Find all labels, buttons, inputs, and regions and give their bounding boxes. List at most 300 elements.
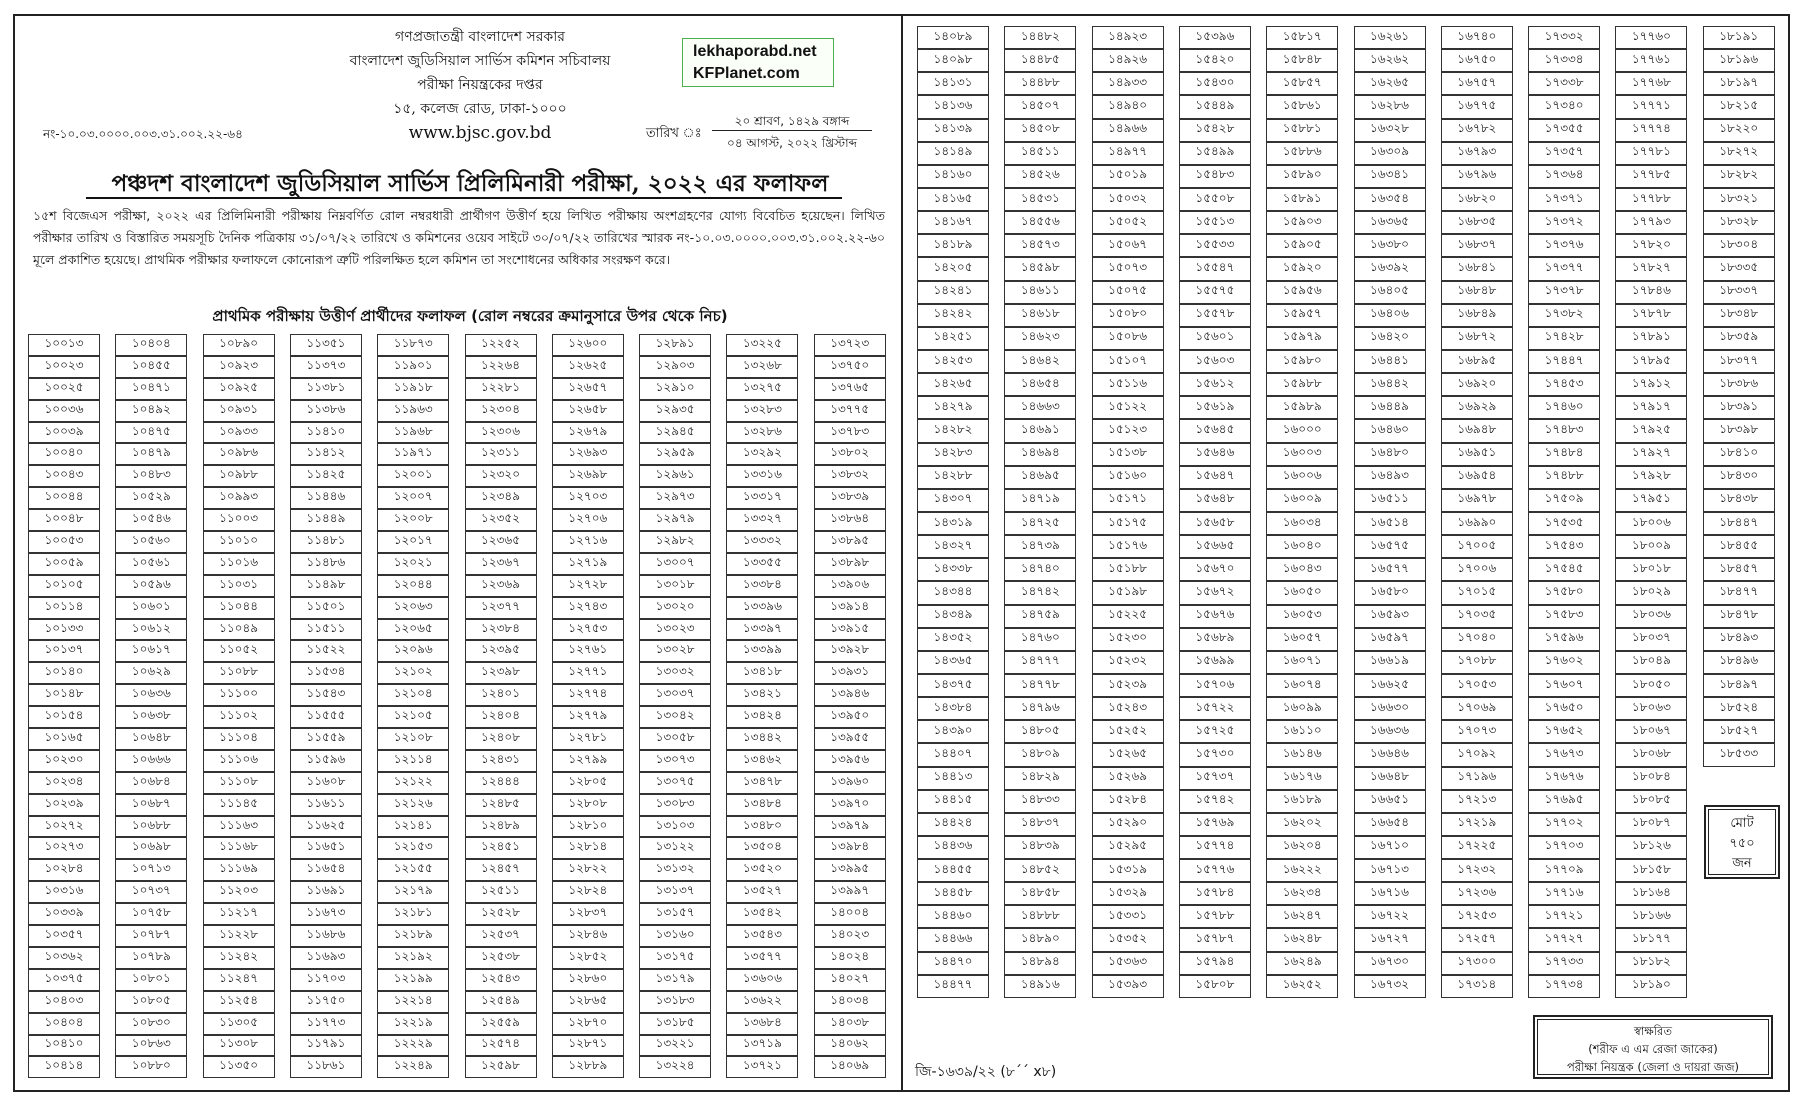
roll-number-cell: ১২৭৭৪: [552, 684, 624, 706]
roll-number-cell: ১৩৮৯৮: [814, 553, 886, 575]
roll-number-cell: ১৭৩৩২: [1528, 26, 1600, 49]
roll-number-cell: ১৬৪৬০: [1354, 419, 1426, 442]
roll-number-cell: ১৭৭৩৪: [1528, 975, 1600, 998]
roll-number-cell: ১৭০৮৮: [1441, 651, 1513, 674]
roll-number-cell: ১৬১৪৬: [1266, 743, 1338, 766]
roll-number-cell: ১৩০৩২: [639, 662, 711, 684]
roll-number-cell: ১২৩৯৮: [465, 662, 537, 684]
roll-number-cell: ১৮৩৮৬: [1703, 373, 1775, 396]
roll-number-cell: ১৭০৩৫: [1441, 605, 1513, 628]
roll-number-cell: ১৬৮২০: [1441, 188, 1513, 211]
roll-number-cell: ১৮৫২৭: [1703, 720, 1775, 743]
roll-number-cell: ১২০৬৫: [377, 619, 449, 641]
roll-number-cell: ১৮৩২১: [1703, 188, 1775, 211]
roll-number-cell: ১২১৯২: [377, 947, 449, 969]
roll-number-cell: ১২৫৭৪: [465, 1035, 537, 1057]
total-inner: [1708, 809, 1776, 875]
roll-number-cell: ১৫৪৪৯: [1179, 95, 1251, 118]
roll-number-cell: ১১২০৩: [203, 881, 275, 903]
roll-number-cell: ১৭৭৮৫: [1615, 165, 1687, 188]
roll-number-cell: ১৫৬৪৬: [1179, 443, 1251, 466]
roll-number-cell: ১৭৫৪৫: [1528, 558, 1600, 581]
roll-number-cell: ১৪৫০৭: [1004, 95, 1076, 118]
roll-number-cell: ১৪৪৭০: [917, 952, 989, 975]
roll-number-cell: ১২৮৯১: [639, 334, 711, 356]
roll-column: [290, 334, 362, 1078]
roll-number-cell: ১৮৪৩৮: [1703, 489, 1775, 512]
roll-number-cell: ১২৪৪৪: [465, 772, 537, 794]
roll-number-cell: ১৫৮৫৭: [1266, 72, 1338, 95]
roll-number-cell: ১৬৪৪৯: [1354, 396, 1426, 419]
roll-number-cell: ১৬০৭১: [1266, 651, 1338, 674]
roll-number-cell: ১৫০৭৩: [1092, 257, 1164, 280]
roll-number-cell: ১২২৬৪: [465, 356, 537, 378]
roll-number-cell: ১৬৭২৭: [1354, 928, 1426, 951]
roll-number-cell: ১২৪০১: [465, 684, 537, 706]
roll-number-cell: ১৩৭১৯: [726, 1035, 798, 1057]
roll-number-cell: ১৫৬০১: [1179, 327, 1251, 350]
roll-number-cell: ১৭২১৯: [1441, 813, 1513, 836]
roll-number-cell: ১৫৪৩০: [1179, 72, 1251, 95]
form-code: জি-১৬৩৯/২২ (৮´´ x৮): [915, 1064, 1057, 1080]
roll-number-cell: ১২৩৮৪: [465, 619, 537, 641]
roll-number-cell: ১৪২৬৫: [917, 373, 989, 396]
roll-number-cell: ১০৩৫৭: [28, 925, 100, 947]
roll-number-cell: ১০৯৮৬: [203, 443, 275, 465]
roll-number-cell: ১৫৩২৯: [1092, 882, 1164, 905]
roll-number-cell: ১৫৩৩১: [1092, 905, 1164, 928]
website-link[interactable]: www.bjsc.gov.bd: [408, 123, 552, 143]
roll-number-cell: ১২৮৫২: [552, 947, 624, 969]
roll-number-cell: ১৩৮৬৪: [814, 509, 886, 531]
roll-number-cell: ১০২৭২: [28, 816, 100, 838]
roll-number-cell: ১৪৮৮৮: [1004, 905, 1076, 928]
roll-number-cell: ১৪৫৩১: [1004, 188, 1076, 211]
roll-number-cell: ১৩৯৪৬: [814, 684, 886, 706]
roll-number-cell: ১০০৪৩: [28, 465, 100, 487]
roll-number-cell: ১৩৬০৬: [726, 969, 798, 991]
roll-number-cell: ১১০৫২: [203, 640, 275, 662]
roll-number-cell: ১৫২৩২: [1092, 651, 1164, 674]
roll-number-cell: ১১৫৩৪: [290, 662, 362, 684]
roll-number-cell: ১০৬০১: [115, 597, 187, 619]
roll-number-cell: ১৬৭৮২: [1441, 119, 1513, 142]
roll-number-cell: ১৬৭৩০: [1354, 952, 1426, 975]
roll-number-cell: ১৪৬৯৪: [1004, 443, 1076, 466]
roll-number-cell: ১২১৯৯: [377, 969, 449, 991]
roll-number-cell: ১৩২৮৬: [726, 422, 798, 444]
roll-number-cell: ১১০৮৮: [203, 662, 275, 684]
roll-number-cell: ১৭৪৮৩: [1528, 419, 1600, 442]
roll-number-cell: ১৭৭৬০: [1615, 26, 1687, 49]
roll-number-cell: ১৩৯৯৭: [814, 881, 886, 903]
roll-number-cell: ১১৩৫১: [290, 334, 362, 356]
roll-number-cell: ১২৮১০: [552, 816, 624, 838]
roll-number-cell: ১৩১৬০: [639, 925, 711, 947]
roll-number-cell: ১২৮৪৬: [552, 925, 624, 947]
roll-number-cell: ১০০২৫: [28, 378, 100, 400]
roll-number-cell: ১৬৩০৯: [1354, 142, 1426, 165]
roll-number-cell: ১৫৬৪৭: [1179, 466, 1251, 489]
roll-number-cell: ১৪৬৫৪: [1004, 373, 1076, 396]
roll-number-cell: ১০০৫৯: [28, 553, 100, 575]
roll-number-cell: ১৮১৯৭: [1703, 72, 1775, 95]
roll-number-cell: ১৮৩৩৫: [1703, 257, 1775, 280]
roll-number-cell: ১৬২০২: [1266, 813, 1338, 836]
roll-number-cell: ১৩৯৮৪: [814, 837, 886, 859]
roll-number-cell: ১৫৭৮৪: [1179, 882, 1251, 905]
roll-number-cell: ১৭০৪০: [1441, 628, 1513, 651]
roll-number-cell: ১০৯২৫: [203, 378, 275, 400]
roll-number-cell: ১৫১৩৮: [1092, 443, 1164, 466]
roll-number-cell: ১৬৫৮০: [1354, 581, 1426, 604]
roll-column: [203, 334, 275, 1078]
roll-number-cell: ১৮১৯০: [1615, 975, 1687, 998]
roll-number-cell: ১১২২৮: [203, 925, 275, 947]
roll-number-cell: ১৩০৫৮: [639, 728, 711, 750]
roll-number-cell: ১০৪৮৩: [115, 465, 187, 487]
roll-number-cell: ১৮০৮৭: [1615, 813, 1687, 836]
roll-number-cell: ১৫৯৫৬: [1266, 281, 1338, 304]
roll-number-cell: ১১৬২৫: [290, 816, 362, 838]
roll-number-cell: ১৮৪৯৭: [1703, 674, 1775, 697]
roll-number-cell: ১৬৭৯৬: [1441, 165, 1513, 188]
roll-number-cell: ১২৯৩৫: [639, 400, 711, 422]
roll-number-cell: ১৪৫০৮: [1004, 119, 1076, 142]
roll-number-cell: ১৬২৪৯: [1266, 952, 1338, 975]
roll-column: [639, 334, 711, 1078]
roll-number-cell: ১৬৩২৮: [1354, 119, 1426, 142]
roll-number-cell: ১৬৫৯৭: [1354, 628, 1426, 651]
roll-number-cell: ১৪৬৬৩: [1004, 396, 1076, 419]
roll-number-cell: ১৩৮৩৯: [814, 487, 886, 509]
roll-number-cell: ১৩৩৫৫: [726, 553, 798, 575]
roll-number-cell: ১২২২৯: [377, 1035, 449, 1057]
roll-number-cell: ১৭৭৩৩: [1528, 952, 1600, 975]
roll-number-cell: ১৭৭২৭: [1528, 928, 1600, 951]
roll-number-cell: ১৪৩৩৮: [917, 558, 989, 581]
roll-number-cell: ১২১২৬: [377, 794, 449, 816]
roll-number-cell: ১৪৭২৫: [1004, 512, 1076, 535]
roll-number-cell: ১৫৭৪২: [1179, 790, 1251, 813]
roll-number-cell: ১২৭৪৩: [552, 597, 624, 619]
roll-number-cell: ১৫৯০৫: [1266, 234, 1338, 257]
roll-number-cell: ১৭৩৮২: [1528, 304, 1600, 327]
roll-number-cell: ১৫২৩০: [1092, 628, 1164, 651]
roll-number-cell: ১৩৪১৮: [726, 662, 798, 684]
roll-number-cell: ১০৯৩১: [203, 400, 275, 422]
roll-number-cell: ১০১৩৭: [28, 640, 100, 662]
roll-number-cell: ১৬০৭৪: [1266, 674, 1338, 697]
roll-number-cell: ১৩০৭৩: [639, 750, 711, 772]
roll-number-cell: ১৮১৯১: [1703, 26, 1775, 49]
roll-number-cell: ১২৫১১: [465, 881, 537, 903]
roll-number-cell: ১৭০৯২: [1441, 743, 1513, 766]
roll-number-cell: ১৩৫২০: [726, 859, 798, 881]
office-address: ১৫, কলেজ রোড, ঢাকা-১০০০: [393, 101, 567, 117]
roll-number-cell: ১৫৮১৭: [1266, 26, 1338, 49]
roll-number-cell: ১৭৭৮৮: [1615, 188, 1687, 211]
roll-number-cell: ১৬৬২৫: [1354, 674, 1426, 697]
roll-number-cell: ১২৯০৩: [639, 356, 711, 378]
roll-number-cell: ১৩৪৭৮: [726, 772, 798, 794]
roll-number-cell: ১০৭৮৯: [115, 947, 187, 969]
roll-number-cell: ১৪৪৬০: [917, 905, 989, 928]
roll-number-cell: ১৫১০৭: [1092, 350, 1164, 373]
roll-number-cell: ১১৯০১: [377, 356, 449, 378]
roll-number-cell: ১৬৮৩৫: [1441, 211, 1513, 234]
roll-number-cell: ১৩৬৮৪: [726, 1013, 798, 1035]
roll-number-cell: ১২৮১৪: [552, 837, 624, 859]
roll-number-cell: ১৩০৭৫: [639, 772, 711, 794]
roll-number-cell: ১৫৭৮৭: [1179, 928, 1251, 951]
roll-number-cell: ১২০৬৩: [377, 597, 449, 619]
roll-number-cell: ১৩০০৭: [639, 553, 711, 575]
roll-number-cell: ১৫৬৯৯: [1179, 651, 1251, 674]
roll-number-cell: ১৫৫৩৩: [1179, 234, 1251, 257]
roll-number-cell: ১৩৩৯৭: [726, 619, 798, 641]
roll-number-cell: ১০০৪০: [28, 443, 100, 465]
roll-number-cell: ১৫৪২৮: [1179, 119, 1251, 142]
roll-number-cell: ১৭৫৩৫: [1528, 512, 1600, 535]
roll-number-cell: ১৭৩৭১: [1528, 188, 1600, 211]
roll-number-cell: ১৩৯৫৬: [814, 750, 886, 772]
roll-number-cell: ১২০১৭: [377, 531, 449, 553]
roll-number-cell: ১৫৫১৩: [1179, 211, 1251, 234]
roll-number-cell: ১৮০৫০: [1615, 674, 1687, 697]
roll-number-cell: ১০৬৮৮: [115, 816, 187, 838]
date-english: ০৪ আগস্ট, ২০২২ খ্রিস্টাব্দ: [727, 136, 857, 150]
roll-number-cell: ১৬০৫৭: [1266, 628, 1338, 651]
roll-number-cell: ১৬৭৩২: [1354, 975, 1426, 998]
roll-number-cell: ১১০৩১: [203, 575, 275, 597]
roll-number-cell: ১৭৩৭৬: [1528, 234, 1600, 257]
roll-number-cell: ১৪৪৭৭: [917, 975, 989, 998]
roll-number-cell: ১৬৮৭২: [1441, 327, 1513, 350]
total-box: [1704, 805, 1780, 879]
roll-number-cell: ১৫৯৫৭: [1266, 304, 1338, 327]
roll-number-cell: ১৪৯১৬: [1004, 975, 1076, 998]
roll-number-cell: ১২৩৬৫: [465, 531, 537, 553]
roll-number-cell: ১৭৯২৮: [1615, 466, 1687, 489]
roll-number-cell: ১৩৫০৪: [726, 837, 798, 859]
roll-number-cell: ১৫৯০৩: [1266, 211, 1338, 234]
roll-number-cell: ১৮৪১০: [1703, 443, 1775, 466]
roll-number-cell: ১১৪১২: [290, 443, 362, 465]
roll-number-cell: ১৮০৩৭: [1615, 628, 1687, 651]
roll-number-cell: ১৬২৪৮: [1266, 928, 1338, 951]
roll-number-cell: ১৪৮০৫: [1004, 720, 1076, 743]
roll-number-cell: ১৫৬৪৮: [1179, 489, 1251, 512]
roll-number-cell: ১৭৬০৭: [1528, 674, 1600, 697]
roll-number-cell: ১৬০৪০: [1266, 535, 1338, 558]
roll-number-cell: ১২০০৭: [377, 487, 449, 509]
roll-number-cell: ১৭৮৯১: [1615, 327, 1687, 350]
roll-number-cell: ১৪১৪৯: [917, 142, 989, 165]
roll-number-cell: ১০২৭৩: [28, 837, 100, 859]
roll-number-cell: ১২১৮১: [377, 903, 449, 925]
roll-number-cell: ১৪০২৭: [814, 969, 886, 991]
roll-number-cell: ১২৩০৪: [465, 400, 537, 422]
roll-number-cell: ১৫৩৯৩: [1092, 975, 1164, 998]
roll-number-cell: ১৬৮৩৭: [1441, 234, 1513, 257]
roll-number-cell: ১৬৬৩৬: [1354, 720, 1426, 743]
roll-number-cell: ১১৫৫৫: [290, 706, 362, 728]
roll-number-cell: ১২৪০৪: [465, 706, 537, 728]
roll-number-cell: ১৬৫৭৭: [1354, 558, 1426, 581]
roll-number-cell: ১৫০৮০: [1092, 304, 1164, 327]
roll-number-cell: ১৬২৬১: [1354, 26, 1426, 49]
roll-number-cell: ১১৩৭৩: [290, 356, 362, 378]
roll-number-cell: ১২৭২৮: [552, 575, 624, 597]
roll-number-cell: ১৬২৮৬: [1354, 95, 1426, 118]
roll-number-cell: ১৪৪৮৫: [1004, 49, 1076, 72]
roll-number-cell: ১০৮০১: [115, 969, 187, 991]
roll-number-cell: ১২২১৯: [377, 1013, 449, 1035]
roll-number-cell: ১৮৩৪৮: [1703, 304, 1775, 327]
roll-number-cell: ১৫১২৩: [1092, 419, 1164, 442]
roll-number-cell: ১৭৫৮০: [1528, 581, 1600, 604]
page-title: পঞ্চদশ বাংলাদেশ জুডিসিয়াল সার্ভিস প্রিলিমিনারী পরীক্ষা, ২০২২ এর ফলাফল: [111, 170, 829, 197]
roll-number-cell: ১২৬৫৮: [552, 400, 624, 422]
roll-number-cell: ১২৪৩১: [465, 750, 537, 772]
roll-number-cell: ১৭৬৭৬: [1528, 767, 1600, 790]
roll-number-cell: ১৫৫৭৫: [1179, 281, 1251, 304]
roll-number-cell: ১৭৪৮৮: [1528, 466, 1600, 489]
roll-number-cell: ১৭৭৯৩: [1615, 211, 1687, 234]
roll-number-cell: ১৬৯২৯: [1441, 396, 1513, 419]
roll-number-cell: ১৭৬৫২: [1528, 720, 1600, 743]
roll-number-cell: ১২৮২২: [552, 859, 624, 881]
roll-number-cell: ১৮০৬৩: [1615, 697, 1687, 720]
roll-number-cell: ১৫২৯০: [1092, 813, 1164, 836]
roll-number-cell: ১৪২৮২: [917, 419, 989, 442]
roll-number-cell: ১৪০৬২: [814, 1035, 886, 1057]
roll-number-cell: ১০১৪০: [28, 662, 100, 684]
roll-number-cell: ১৪৯৭৭: [1092, 142, 1164, 165]
roll-number-cell: ১৭৩৭৭: [1528, 257, 1600, 280]
roll-number-cell: ১৪৩৪৯: [917, 605, 989, 628]
roll-number-cell: ১২৭৬১: [552, 640, 624, 662]
roll-number-cell: ১২৮৭১: [552, 1035, 624, 1057]
roll-number-cell: ১৭৪২৮: [1528, 327, 1600, 350]
roll-number-cell: ১১০১৬: [203, 553, 275, 575]
roll-number-cell: ১১১০৬: [203, 750, 275, 772]
roll-number-cell: ১৩৯১৪: [814, 597, 886, 619]
roll-number-cell: ১৪১৩৯: [917, 119, 989, 142]
roll-number-cell: ১১২৫৪: [203, 991, 275, 1013]
roll-number-cell: ১৪৬৪২: [1004, 350, 1076, 373]
roll-number-cell: ১৬৬৫১: [1354, 790, 1426, 813]
roll-number-cell: ১৮৪৯৬: [1703, 651, 1775, 674]
roll-number-cell: ১৪২৮৮: [917, 466, 989, 489]
roll-number-cell: ১২৩৯৫: [465, 640, 537, 662]
roll-number-cell: ১৮০৪৯: [1615, 651, 1687, 674]
roll-number-cell: ১৪২৮৩: [917, 443, 989, 466]
roll-number-cell: ১৬৬৩০: [1354, 697, 1426, 720]
roll-number-cell: ১৪৩৭৫: [917, 674, 989, 697]
roll-number-cell: ১৫৭৬৯: [1179, 813, 1251, 836]
roll-number-cell: ১৬০০০: [1266, 419, 1338, 442]
roll-number-cell: ১২৮৩৭: [552, 903, 624, 925]
roll-number-cell: ১২৬২৫: [552, 356, 624, 378]
roll-number-cell: ১৬৫৭৫: [1354, 535, 1426, 558]
roll-number-cell: ১৬৬৪৮: [1354, 767, 1426, 790]
roll-number-cell: ১১৪১০: [290, 422, 362, 444]
roll-number-cell: ১৮৪৩০: [1703, 466, 1775, 489]
roll-number-cell: ১১৭৫০: [290, 991, 362, 1013]
roll-number-cell: ১০৮৯০: [203, 334, 275, 356]
roll-number-cell: ১৮৪৫৭: [1703, 558, 1775, 581]
roll-number-cell: ১৩২২১: [639, 1035, 711, 1057]
roll-number-cell: ১২৭০৬: [552, 509, 624, 531]
roll-number-cell: ১৫২৩৯: [1092, 674, 1164, 697]
roll-number-cell: ১৮৪৫৫: [1703, 535, 1775, 558]
roll-number-cell: ১৬৭৫৭: [1441, 72, 1513, 95]
roll-number-cell: ১২১৪১: [377, 816, 449, 838]
notice-paragraph: ১৫শ বিজেএস পরীক্ষা, ২০২২ এর প্রিলিমিনারী পরীক্ষায় নিম্নবর্ণিত রোল নম্বরধারী প্রার্থীগণ উত্তীর্ণ হয়ে লিখিত পরীক্ষায় অংশগ্রহণের যোগ্য বিবেচিত হয়েছেন। লিখিত পরীক্ষার তারিখ ও বিস্তারিত সময়সূচি দৈনিক পত্রিকায় ৩১/০৭/২২ তারিখে ও কমিশনের ওয়েব সাইটে ৩০/০৭/২২ তারিখের স্মারক নং-১০.০৩.০০০০.০০৩.৩১.০০২.২২-৬০ মূলে প্রকাশিত হয়েছে। প্রাথমিক পরীক্ষার ফলাফলে কোনোরূপ ত্রুটি পরিলক্ষিত হলে কমিশন তা সংশোধনের অধিকার সংরক্ষণ করে।: [33, 208, 885, 267]
roll-number-cell: ১০৩৭৫: [28, 969, 100, 991]
date-label: তারিখ ঃ: [646, 126, 702, 141]
roll-number-cell: ১৫৯৮৮: [1266, 373, 1338, 396]
roll-number-cell: ১০৭১৩: [115, 859, 187, 881]
roll-number-cell: ১৫১৯৮: [1092, 581, 1164, 604]
roll-number-cell: ১৪২৪২: [917, 304, 989, 327]
date-block: [712, 110, 872, 154]
roll-number-cell: ১১০০৩: [203, 509, 275, 531]
roll-number-cell: ১০৪৯২: [115, 400, 187, 422]
roll-number-cell: ১৪৫১১: [1004, 142, 1076, 165]
date-divider: [712, 130, 872, 131]
roll-number-cell: ১৩৩৯৯: [726, 640, 798, 662]
roll-number-cell: ১৪২৪১: [917, 281, 989, 304]
roll-number-cell: ১৬৭৯৩: [1441, 142, 1513, 165]
roll-number-cell: ১৭৮৭৮: [1615, 304, 1687, 327]
roll-number-cell: ১৭৪৮৪: [1528, 443, 1600, 466]
roll-number-cell: ১০৮৩০: [115, 1013, 187, 1035]
roll-number-cell: ১৩২৬৮: [726, 356, 798, 378]
roll-number-cell: ১৬৭১৬: [1354, 882, 1426, 905]
roll-number-cell: ১৭০৫৩: [1441, 674, 1513, 697]
roll-number-cell: ১৬৬১৯: [1354, 651, 1426, 674]
roll-number-cell: ১২৬৫৭: [552, 378, 624, 400]
roll-number-cell: ১০৫২৯: [115, 487, 187, 509]
roll-number-cell: ১৪৮৩৯: [1004, 836, 1076, 859]
roll-number-cell: ১৫৮৮১: [1266, 119, 1338, 142]
roll-column: [1441, 26, 1513, 998]
roll-number-cell: ১০২৩০: [28, 750, 100, 772]
roll-number-cell: ১৬১৭৬: [1266, 767, 1338, 790]
roll-number-cell: ১৫৩৬৩: [1092, 952, 1164, 975]
roll-number-cell: ১৩৪২১: [726, 684, 798, 706]
roll-number-cell: ১১১৪৫: [203, 794, 275, 816]
roll-number-cell: ১৫৬৭২: [1179, 581, 1251, 604]
roll-number-cell: ১৮০০৯: [1615, 535, 1687, 558]
roll-number-cell: ১৬৭১০: [1354, 836, 1426, 859]
roll-number-cell: ১৪৩৪৪: [917, 581, 989, 604]
roll-number-cell: ১২৫৪৯: [465, 991, 537, 1013]
roll-number-cell: ১৫০৬৭: [1092, 234, 1164, 257]
roll-number-cell: ১১১০০: [203, 684, 275, 706]
roll-number-cell: ১৪৫৫৬: [1004, 211, 1076, 234]
roll-number-cell: ১৪১৩৬: [917, 95, 989, 118]
roll-number-cell: ১১৫৯৬: [290, 750, 362, 772]
roll-number-cell: ১৭৭১৬: [1528, 882, 1600, 905]
roll-number-cell: ১৫৬১৯: [1179, 396, 1251, 419]
roll-number-cell: ১২৪৫৭: [465, 859, 537, 881]
roll-number-cell: ১৪১৬৭: [917, 211, 989, 234]
roll-number-cell: ১৩৩৯৬: [726, 597, 798, 619]
